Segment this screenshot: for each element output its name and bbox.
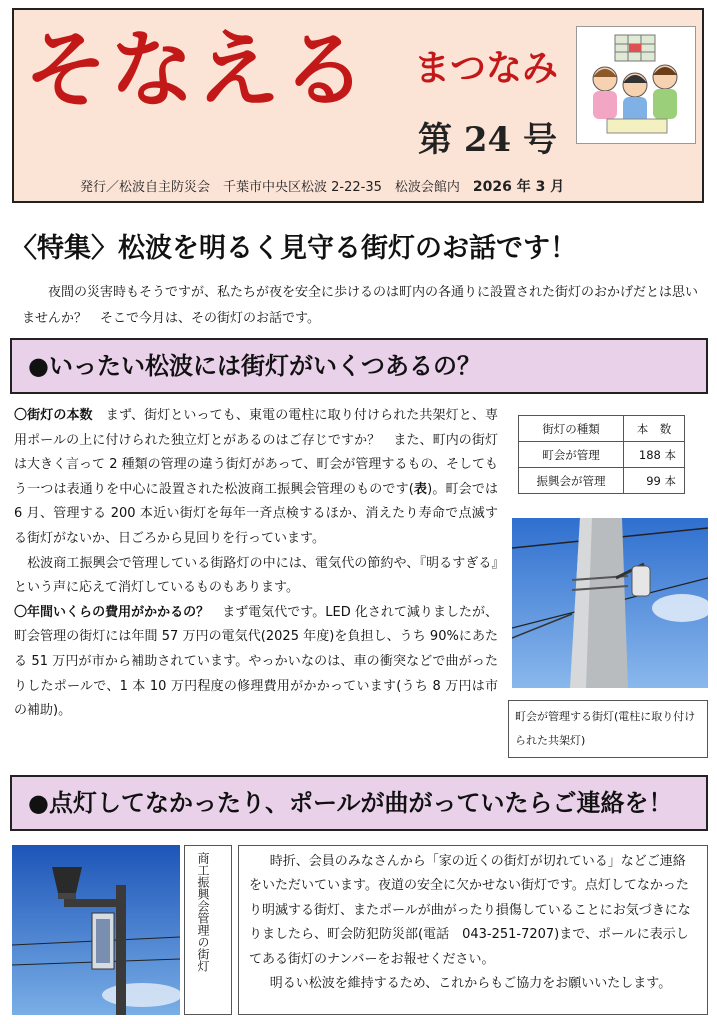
- table-row: [519, 468, 685, 494]
- publisher-info: 発行／松波自主防災会 千葉市中央区松波 2-22-35 松波会館内: [80, 180, 473, 195]
- utility-pole-photo: [512, 518, 708, 688]
- newsletter-title: そなえる: [24, 20, 369, 119]
- streetlight-count-table: [518, 415, 685, 494]
- section-body-contact: [238, 845, 708, 1015]
- publisher-line: [80, 176, 564, 196]
- lead-cost: 〇年間いくらの費用がかかるの？: [14, 604, 210, 620]
- text-cost: まず電気代です。LED 化されて減りましたが、町会管理の街灯には年間 57 万円の電気代(2025 年度)を負担し、うち 90%にあたる 51 万円が市から補助されています。やっかいなのは、車の衝突などで曲がったりしたポールで、1 本 10 万円程度の修理費用がかかっています(うち 8 万円は市の補助)。: [14, 604, 498, 719]
- text-count: まず、街灯といっても、東電の電柱に取り付けられた共架灯と、専用ポールの上に付けられた独立灯とがあるのはご存じですか？ また、町内の街灯は大きく言って 2 種類の管理の違う街灯があって、町会が管理するもの、そしてもう一つは表通りを中心に設置された松波商工振興会管理のものです(: [14, 408, 498, 497]
- table-header-count: 本 数: [624, 416, 685, 442]
- text-count-tail: )。町会では 6 月、管理する 200 本近い街灯を毎年一斉点検するほか、消えたり寿命で点滅する街灯がないか、日ごろから見回りを行っています。: [14, 481, 499, 546]
- feature-title: 〈特集〉松波を明るく見守る街灯のお話です！: [10, 233, 577, 264]
- paragraph-cost: [14, 601, 498, 724]
- paragraph-count: [14, 404, 498, 552]
- table-row: [519, 442, 685, 468]
- section-heading-count: ●いったい松波には街灯がいくつあるの？: [10, 338, 708, 394]
- table-cell: 振興会が管理: [519, 468, 624, 494]
- photo2-caption-box: [184, 845, 232, 1015]
- paragraph-closing: 明るい松波を維持するため、これからもご協力をお願いいたします。: [269, 976, 672, 992]
- table-ref: 表: [413, 481, 428, 497]
- table-header-row: [519, 416, 685, 442]
- lead-count: 〇街灯の本数: [14, 408, 93, 423]
- newsletter-subtitle: まつなみ: [414, 47, 559, 89]
- street-lamp-photo: [12, 845, 180, 1015]
- intro-paragraph: 夜間の災害時もそうですが、私たちが夜を安全に歩けるのは町内の各通りに設置された街灯のおかげだとは思いませんか？ そこで今月は、その街灯のお話です。: [22, 285, 699, 326]
- table-header-type: 街灯の種類: [519, 416, 624, 442]
- table-cell: 99 本: [624, 468, 685, 494]
- paragraph-shoko: 松波商工振興会で管理している街路灯の中には、電気代の節約や、『明るすぎる』という声に応えて消灯しているものもあります。: [14, 555, 498, 596]
- publish-date: 2026 年 3 月: [472, 179, 565, 195]
- table-cell: 町会が管理: [519, 442, 624, 468]
- section-heading-contact: ●点灯してなかったり、ポールが曲がっていたらご連絡を！: [10, 775, 708, 831]
- issue-number: 第 24 号: [418, 120, 557, 160]
- section-body-count: [14, 404, 498, 724]
- table-cell: 188 本: [624, 442, 685, 468]
- photo2-caption: 商工振興会管理の街灯: [196, 852, 210, 972]
- children-illustration: [576, 26, 696, 144]
- paragraph-contact: 時折、会員のみなさんから「家の近くの街灯が切れている」などご連絡をいただいています。夜道の安全に欠かせない街灯です。点灯してなかったり明滅する街灯、またポールが曲がったり損傷していることにお気づきになりましたら、町会防犯防災部(電話 043-251-7207)まで、ポールに表示してある街灯のナンバーをお報せください。: [249, 854, 691, 967]
- photo1-caption: 町会が管理する街灯(電柱に取り付けられた共架灯): [508, 700, 708, 758]
